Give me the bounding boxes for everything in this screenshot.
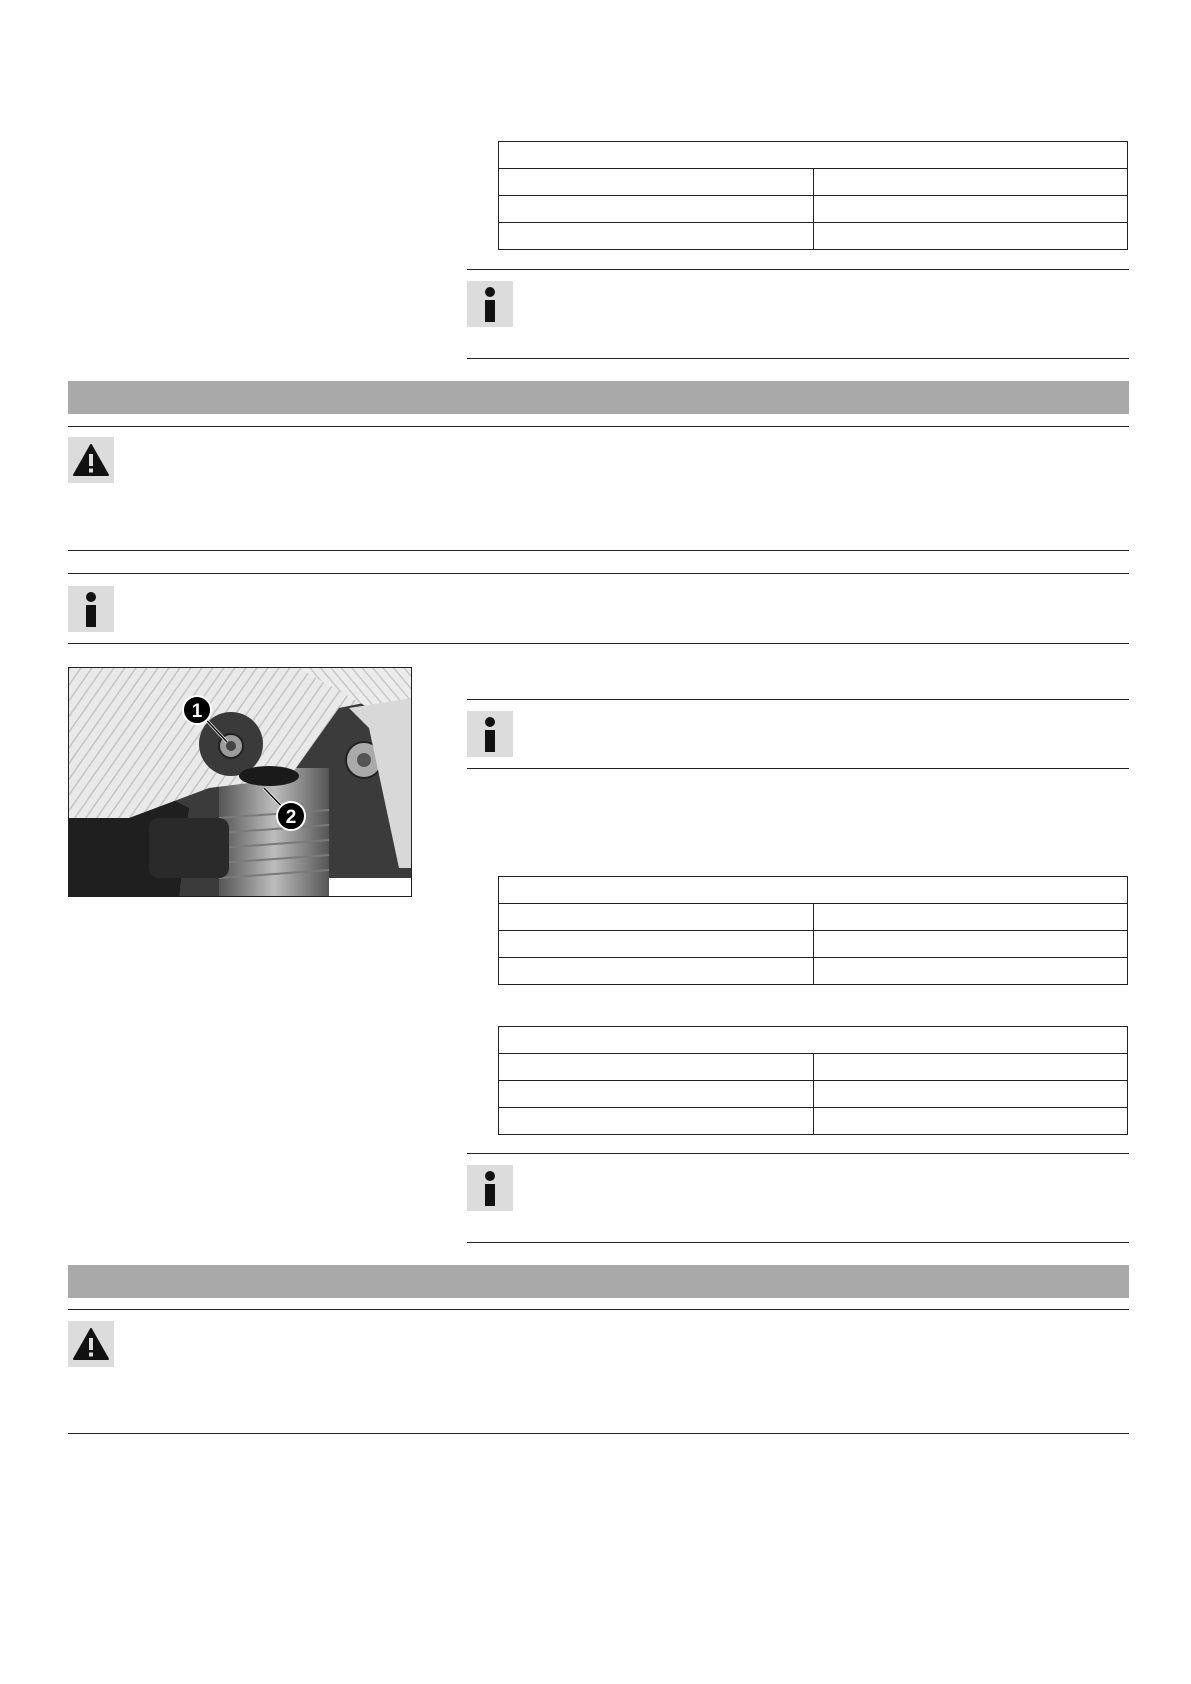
note-rule-top <box>467 269 1129 270</box>
note-rule-bottom <box>467 1242 1129 1243</box>
warning-rule-top <box>68 1309 1129 1310</box>
spec-cell <box>813 169 1128 196</box>
spec-cell <box>499 223 814 250</box>
note-rule-top <box>68 573 1129 574</box>
spec-table-3 <box>498 1026 1128 1135</box>
info-icon <box>467 711 513 757</box>
callout-1 <box>183 696 211 724</box>
spec-cell <box>813 931 1128 958</box>
warning-icon <box>68 1321 114 1367</box>
warning-icon <box>68 437 114 483</box>
callout-2 <box>277 802 305 830</box>
svg-text:1: 1 <box>191 701 203 722</box>
spec-cell <box>499 1054 814 1081</box>
spec-cell <box>499 958 814 985</box>
note-rule-bottom <box>68 643 1129 644</box>
spec-cell <box>813 1054 1128 1081</box>
spec-table-1 <box>498 141 1128 250</box>
warning-rule-bottom <box>68 1433 1129 1434</box>
section-heading-band <box>68 1265 1129 1298</box>
spec-cell <box>499 904 814 931</box>
info-icon <box>467 281 513 327</box>
spec-cell <box>499 1108 814 1135</box>
section-heading-band <box>68 381 1129 414</box>
spec-table-2 <box>498 876 1128 985</box>
spec-table-header <box>499 1027 1128 1054</box>
svg-text:2: 2 <box>285 807 297 828</box>
spec-cell <box>813 904 1128 931</box>
spec-cell <box>813 958 1128 985</box>
spec-table-header <box>499 142 1128 169</box>
info-icon <box>68 586 114 632</box>
warning-rule-top <box>68 426 1129 427</box>
spec-table-header <box>499 877 1128 904</box>
spec-cell <box>499 196 814 223</box>
spec-cell <box>499 1081 814 1108</box>
warning-rule-bottom <box>68 550 1129 551</box>
info-icon <box>467 1165 513 1211</box>
spec-cell <box>813 1081 1128 1108</box>
note-rule-bottom <box>467 768 1129 769</box>
spec-cell <box>499 169 814 196</box>
note-rule-bottom <box>467 358 1129 359</box>
spec-cell <box>499 931 814 958</box>
note-rule-top <box>467 699 1129 700</box>
spec-cell <box>813 1108 1128 1135</box>
spec-cell <box>813 196 1128 223</box>
shock-absorber-photo <box>68 667 412 897</box>
note-rule-top <box>467 1153 1129 1154</box>
spec-cell <box>813 223 1128 250</box>
